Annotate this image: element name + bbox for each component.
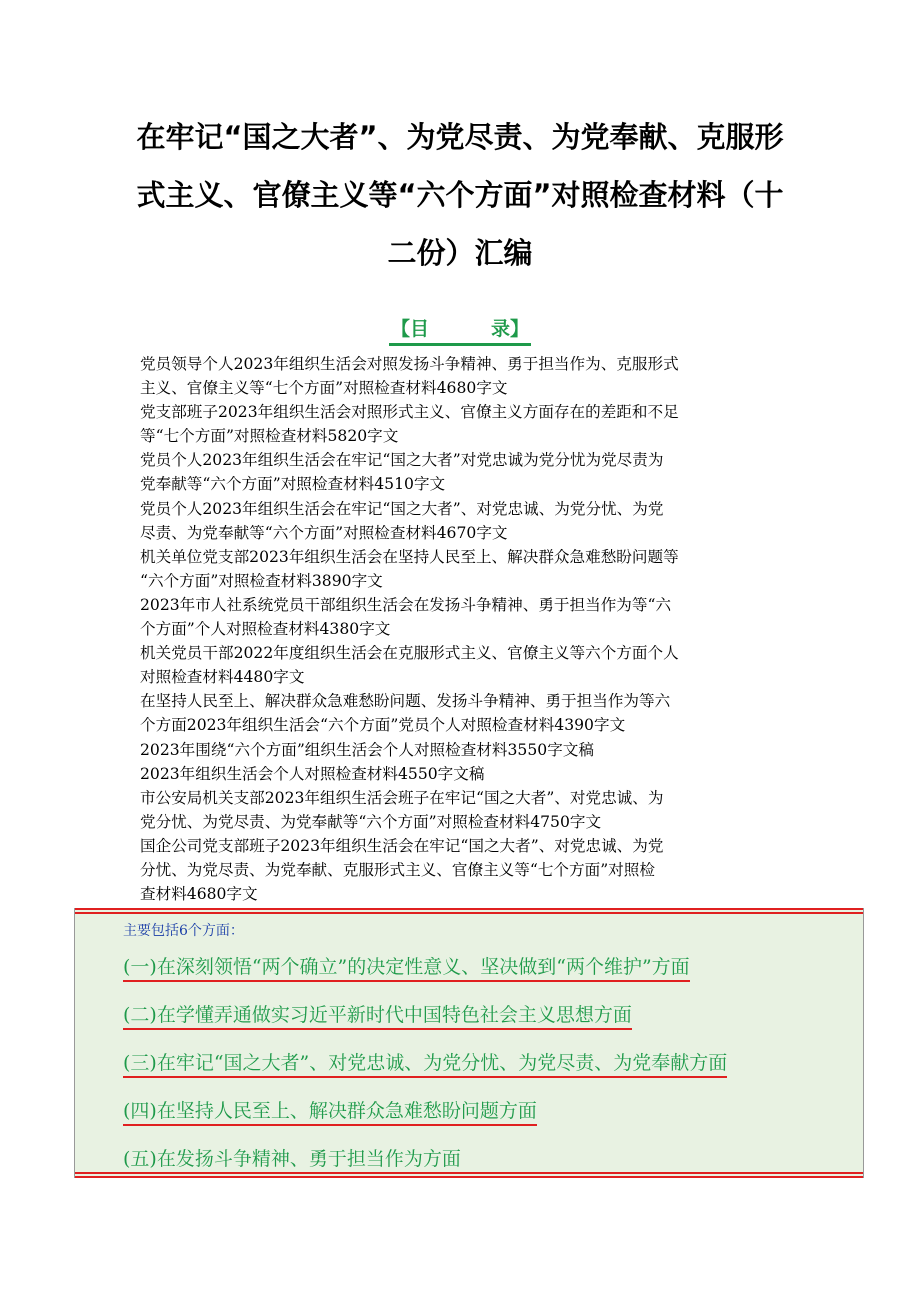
- toc-line[interactable]: “六个方面”对照检查材料3890字文: [140, 571, 383, 590]
- toc-heading: [0, 314, 920, 346]
- toc-line[interactable]: 主义、官僚主义等“七个方面”对照检查材料4680字文: [140, 379, 508, 398]
- table-of-contents: [140, 352, 784, 906]
- toc-line[interactable]: 党员个人2023年组织生活会在牢记“国之大者”对党忠诚为党分忧为党尽责为: [140, 451, 664, 470]
- top-rule-inner: [75, 912, 863, 914]
- toc-line[interactable]: 机关单位党支部2023年组织生活会在坚持人民至上、解决群众急难愁盼问题等: [140, 547, 679, 566]
- toc-heading-text: [389, 314, 531, 346]
- aspect-item-4[interactable]: (四)在坚持人民至上、解决群众急难愁盼问题方面: [123, 1096, 537, 1126]
- toc-line[interactable]: 国企公司党支部班子2023年组织生活会在牢记“国之大者”、对党忠诚、为党: [140, 836, 664, 855]
- document-title: [120, 108, 800, 282]
- aspect-item-3[interactable]: (三)在牢记“国之大者”、对党忠诚、为党分忧、为党尽责、为党奉献方面: [123, 1048, 727, 1078]
- toc-line[interactable]: 个方面”个人对照检查材料4380字文: [140, 620, 391, 639]
- toc-line[interactable]: 查材料4680字文: [140, 885, 258, 904]
- toc-line[interactable]: 2023年组织生活会个人对照检查材料4550字文稿: [140, 764, 485, 783]
- toc-line[interactable]: 党支部班子2023年组织生活会对照形式主义、官僚主义方面存在的差距和不足: [140, 403, 679, 422]
- title-line-2: 式主义、官僚主义等“六个方面”对照检查材料（十: [136, 178, 784, 212]
- toc-line[interactable]: 尽责、为党奉献等“六个方面”对照检查材料4670字文: [140, 523, 508, 542]
- title-line-3: 二份）汇编: [387, 236, 533, 270]
- aspect-item-2[interactable]: (二)在学懂弄通做实习近平新时代中国特色社会主义思想方面: [123, 1000, 632, 1030]
- bottom-rule-outer: [75, 1176, 863, 1178]
- aspects-box: [74, 908, 864, 1178]
- toc-line[interactable]: 分忧、为党尽责、为党奉献、克服形式主义、官僚主义等“七个方面”对照检: [140, 860, 655, 879]
- toc-line[interactable]: 党奉献等“六个方面”对照检查材料4510字文: [140, 475, 446, 494]
- aspect-item-1[interactable]: (一)在深刻领悟“两个确立”的决定性意义、坚决做到“两个维护”方面: [123, 952, 690, 982]
- aspects-intro: 主要包括6个方面：: [123, 923, 244, 939]
- toc-line[interactable]: 个方面2023年组织生活会“六个方面”党员个人对照检查材料4390字文: [140, 716, 626, 735]
- toc-line[interactable]: 等“七个方面”对照检查材料5820字文: [140, 427, 399, 446]
- toc-line[interactable]: 对照检查材料4480字文: [140, 668, 305, 687]
- toc-line[interactable]: 机关党员干部2022年度组织生活会在克服形式主义、官僚主义等六个方面个人: [140, 644, 679, 663]
- toc-line[interactable]: 2023年围绕“六个方面”组织生活会个人对照检查材料3550字文稿: [140, 740, 594, 759]
- toc-line[interactable]: 在坚持人民至上、解决群众急难愁盼问题、发扬斗争精神、勇于担当作为等六: [140, 692, 671, 711]
- toc-line[interactable]: 市公安局机关支部2023年组织生活会班子在牢记“国之大者”、对党忠诚、为: [140, 788, 664, 807]
- toc-line[interactable]: 党员个人2023年组织生活会在牢记“国之大者”、对党忠诚、为党分忧、为党: [140, 499, 664, 518]
- toc-line[interactable]: 党分忧、为党尽责、为党奉献等“六个方面”对照检查材料4750字文: [140, 812, 602, 831]
- toc-line[interactable]: 2023年市人社系统党员干部组织生活会在发扬斗争精神、勇于担当作为等“六: [140, 595, 672, 614]
- top-rule-outer: [75, 908, 863, 910]
- toc-heading-left: 【目: [390, 318, 429, 340]
- title-line-1: 在牢记“国之大者”、为党尽责、为党奉献、克服形: [136, 120, 784, 154]
- bottom-rule-inner: [75, 1172, 863, 1174]
- aspect-item-5[interactable]: (五)在发扬斗争精神、勇于担当作为方面: [123, 1144, 461, 1174]
- toc-line[interactable]: 党员领导个人2023年组织生活会对照发扬斗争精神、勇于担当作为、克服形式: [140, 355, 679, 373]
- toc-heading-right: 录】: [491, 318, 530, 340]
